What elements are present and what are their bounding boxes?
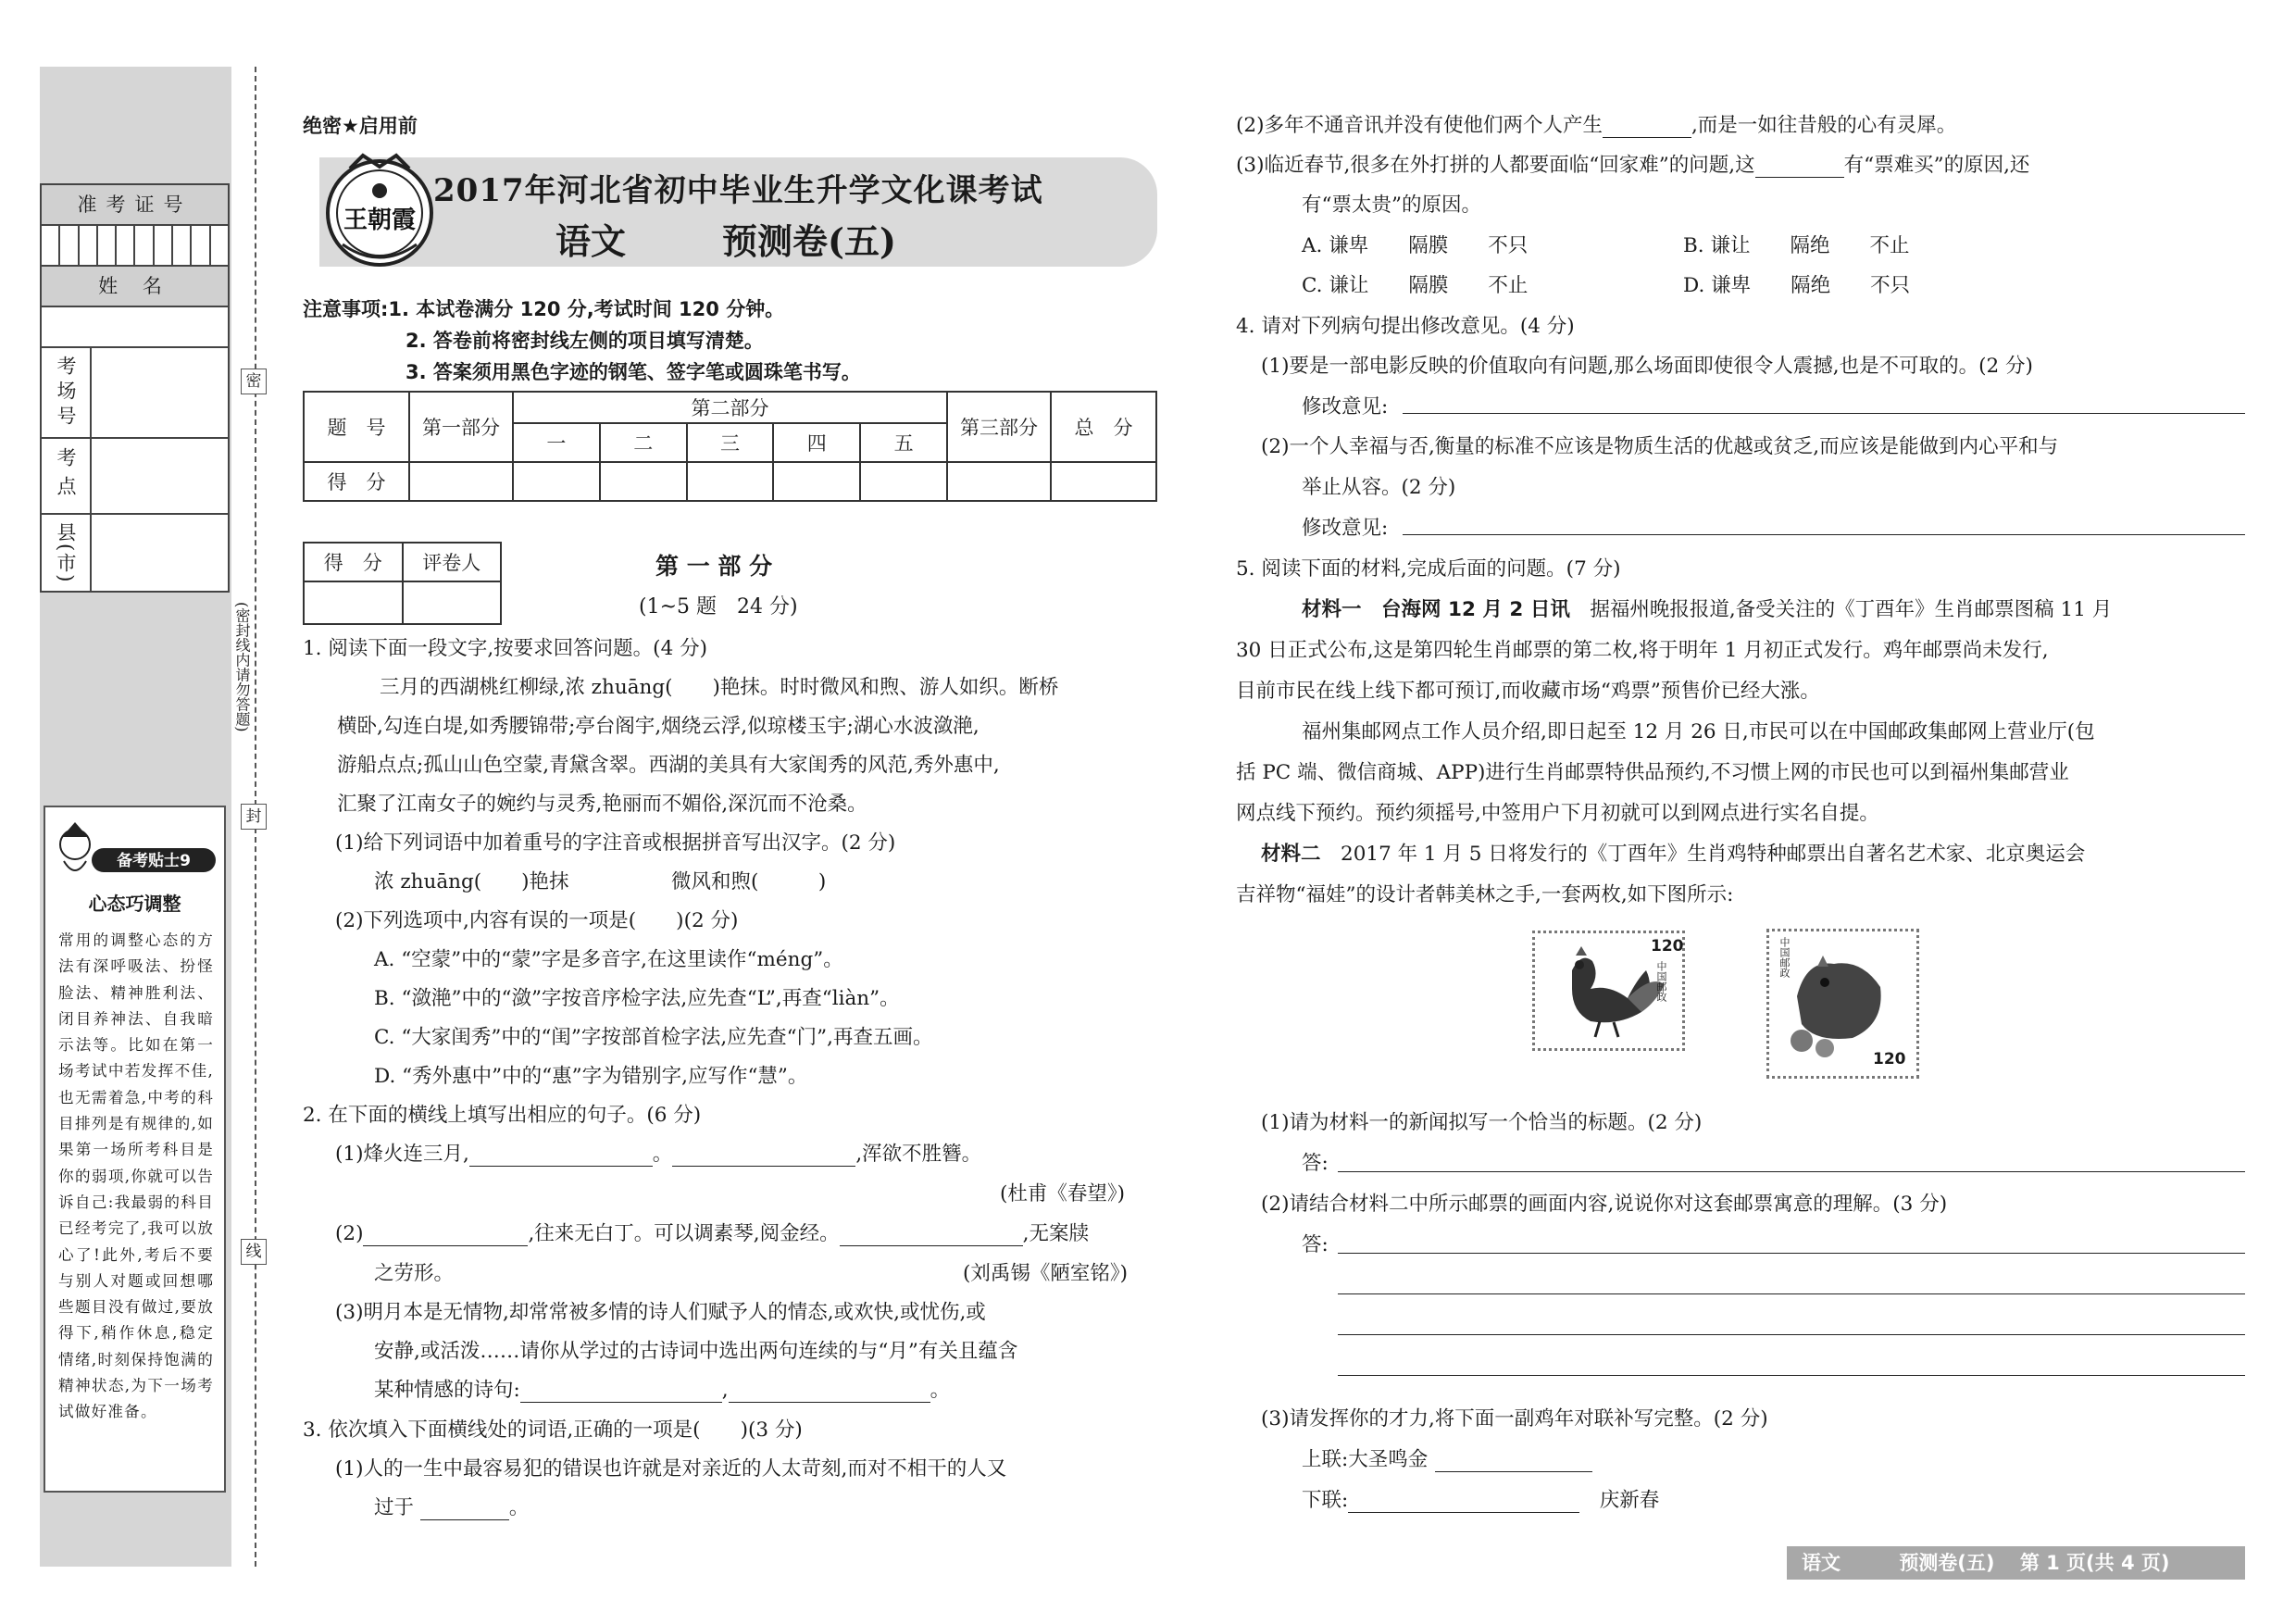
q5-2-answer-line[interactable] <box>1338 1334 2245 1335</box>
score-table-header: 总 分 <box>1051 392 1156 462</box>
tips-body: 常用的调整心态的方法有深呼吸法、扮怪脸法、精神胜利法、闭目养神法、自我暗示法等。比如在第一场考试中若发挥不佳,也无需着急,中考的科目排列是有规律的,如果第一场所考科目是你的弱项,你就可以告诉自己:我最弱的科目已经考完了,我可以放心了!此外,考后不要与别人对题或回想哪些题目没有做过,要放得下,稍作休息,稳定情绪,时刻保持饱满的精神状态,为下一场考试做好准备。 <box>58 931 214 1421</box>
svg-text:备考贴士9: 备考贴士9 <box>117 852 191 870</box>
paper-title: 预测卷(五) <box>722 220 896 262</box>
q3-option-a: A. 谦卑 隔膜 不只 <box>1302 234 1529 257</box>
top-secret-label: 绝密★启用前 <box>303 115 418 137</box>
material1-line: 30 日正式公布,这是第四轮生肖邮票的第二枚,将于明年 1 月初正式发行。鸡年邮票尚未发行, <box>1236 639 2049 662</box>
q5-1-answer-label: 答: <box>1302 1152 1329 1175</box>
rooster-stamp-1 <box>1532 931 1685 1051</box>
footer-subject: 语文 <box>1802 1552 1841 1574</box>
q2-2-line-2: 之劳形。 <box>374 1262 455 1285</box>
exam-site-field[interactable] <box>42 439 228 515</box>
q3-3-line-2: 有“票太贵”的原因。 <box>1302 194 1481 217</box>
q5-1-answer-line[interactable] <box>1338 1171 2245 1172</box>
q5-stem: 5. 阅读下面的材料,完成后面的问题。(7 分) <box>1236 557 1621 581</box>
q4-1-answer-line[interactable] <box>1403 413 2245 414</box>
q3-1-line: (1)人的一生中最容易犯的错误也许就是对亲近的人太苛刻,而对不相干的人又 <box>335 1457 1007 1481</box>
answer-blank[interactable] <box>840 1245 1023 1246</box>
q3-1-line-2: 过于 。 <box>374 1496 530 1519</box>
q2-1-source: (杜甫《春望》) <box>1000 1182 1126 1206</box>
q5-3-stem: (3)请发挥你的才力,将下面一副鸡年对联补写完整。(2 分) <box>1261 1407 1768 1431</box>
q2-2-line: (2) ,往来无白丁。可以调素琴,阅金经。 ,无案牍 <box>335 1222 1089 1245</box>
grader-name-label: 评卷人 <box>403 543 502 581</box>
q1-passage-line: 横卧,勾连白堤,如秀腰锦带;亭台阁宇,烟绕云浮,似琼楼玉宇;湖心水波潋滟, <box>337 715 980 738</box>
score-table-subheader: 三 <box>687 423 774 462</box>
part1-title: 第 一 部 分 <box>655 553 773 580</box>
candidate-info-box <box>40 183 230 593</box>
score-cell[interactable] <box>409 462 513 501</box>
score-cell[interactable] <box>860 462 947 501</box>
answer-blank[interactable] <box>1755 177 1844 178</box>
stamp-2-value: 120 <box>1873 1050 1906 1068</box>
q4-stem: 4. 请对下列病句提出修改意见。(4 分) <box>1236 315 1575 338</box>
notice-line-1: 注意事项:1. 本试卷满分 120 分,考试时间 120 分钟。 <box>303 298 785 320</box>
county-label: 县(市) <box>42 515 92 591</box>
stamp-1-country: 中国邮政 <box>1655 961 1667 1002</box>
q1-2-option-b: B. “潋滟”中的“潋”字按音序检字法,应先查“L”,再查“liàn”。 <box>374 987 900 1010</box>
subject-title: 语文 <box>555 220 627 262</box>
couplet-upper-blank[interactable] <box>1435 1471 1592 1472</box>
q3-option-d: D. 谦卑 隔绝 不只 <box>1683 274 1911 297</box>
score-table-subheader: 二 <box>600 423 687 462</box>
publisher-logo <box>322 148 437 278</box>
q1-passage-line: 汇聚了江南女子的婉约与灵秀,艳丽而不媚俗,深沉而不沧桑。 <box>337 793 867 816</box>
tips-title: 心态巧调整 <box>88 893 181 915</box>
q1-2-stem: (2)下列选项中,内容有误的一项是( )(2 分) <box>335 909 739 932</box>
answer-blank[interactable] <box>672 1166 855 1167</box>
q4-2-stem: (2)一个人幸福与否,衡量的标准不应该是物质生活的优越或贫乏,而应该是能做到内心平和与 <box>1261 435 2059 458</box>
score-cell[interactable] <box>773 462 860 501</box>
q4-1-stem: (1)要是一部电影反映的价值取向有问题,那么场面即使很令人震撼,也是不可取的。(2 分) <box>1261 355 2033 378</box>
q4-2-stem-2: 举止从容。(2 分) <box>1302 476 1456 499</box>
q1-passage-line: 三月的西湖桃红柳绿,浓 zhuāng( )艳抹。时时微风和煦、游人如织。断桥 <box>380 676 1059 699</box>
grader-box <box>303 542 502 625</box>
q1-stem: 1. 阅读下面一段文字,按要求回答问题。(4 分) <box>303 637 707 660</box>
answer-blank[interactable] <box>729 1402 930 1403</box>
q1-1-item-a: 浓 zhuāng( )艳抹 <box>374 870 569 893</box>
binding-note: (密封线内请勿答题) <box>233 602 251 732</box>
q1-passage-line: 游船点点;孤山山色空蒙,青黛含翠。西湖的美具有大家闺秀的风范,秀外惠中, <box>337 754 1000 777</box>
q3-option-b: B. 谦让 隔绝 不止 <box>1683 234 1910 257</box>
q5-1-stem: (1)请为材料一的新闻拟写一个恰当的标题。(2 分) <box>1261 1111 1703 1134</box>
exam-id-label: 准考证号 <box>42 185 228 226</box>
q1-2-option-d: D. “秀外惠中”中的“惠”字为错别字,应写作“慧”。 <box>374 1065 808 1088</box>
tips-banner-icon <box>51 813 220 880</box>
q5-2-answer-line[interactable] <box>1338 1293 2245 1294</box>
stamp-1-value: 120 <box>1651 937 1684 956</box>
page-footer <box>1787 1546 2245 1580</box>
q2-2-source: (刘禹锡《陋室铭》) <box>963 1262 1129 1285</box>
binding-mark-feng: 封 <box>241 804 267 830</box>
part1-subtitle: (1~5 题 24 分) <box>639 595 798 619</box>
score-table <box>303 391 1157 502</box>
exam-site-label: 考点 <box>42 439 92 513</box>
score-table-header: 第一部分 <box>409 392 513 462</box>
answer-blank[interactable] <box>469 1166 653 1167</box>
q3-3-line: (3)临近春节,很多在外打拼的人都要面临“回家难”的问题,这 有“票难买”的原因,还 <box>1236 154 2030 177</box>
score-table-header: 题 号 <box>304 392 409 462</box>
score-cell[interactable] <box>1051 462 1156 501</box>
score-table-subheader: 五 <box>860 423 947 462</box>
binding-mark-xian: 线 <box>241 1239 267 1265</box>
score-table-header: 第三部分 <box>947 392 1051 462</box>
q5-2-answer-label: 答: <box>1302 1233 1329 1256</box>
exam-room-label: 考场号 <box>42 348 92 437</box>
answer-blank[interactable] <box>363 1245 528 1246</box>
q2-3-line: 安静,或活泼……请你从学过的古诗词中选出两句连续的与“月”有关且蕴含 <box>374 1340 1018 1363</box>
notice-line-2: 2. 答卷前将密封线左侧的项目填写清楚。 <box>406 330 764 352</box>
score-cell[interactable] <box>600 462 687 501</box>
q4-2-revision-label: 修改意见: <box>1302 517 1389 540</box>
svg-text:王朝霞: 王朝霞 <box>343 206 417 234</box>
score-cell[interactable] <box>687 462 774 501</box>
q1-1-stem: (1)给下列词语中加着重号的字注音或根据拼音写出汉字。(2 分) <box>335 831 896 855</box>
q3-option-c: C. 谦让 隔膜 不止 <box>1302 274 1529 297</box>
grader-score-cell[interactable] <box>304 581 403 624</box>
q2-1-line: (1)烽火连三月, 。 ,浑欲不胜簪。 <box>335 1143 982 1166</box>
q2-3-line: (3)明月本是无情物,却常常被多情的诗人们赋予人的情态,或欢快,或忧伤,或 <box>335 1301 986 1324</box>
material1-line: 福州集邮网点工作人员介绍,即日起至 12 月 26 日,市民可以在中国邮政集邮网上营业厅(包 <box>1302 720 2095 744</box>
answer-blank[interactable] <box>420 1519 509 1520</box>
couplet-upper: 上联:大圣鸣金 <box>1302 1443 1592 1472</box>
rooster-stamp-2 <box>1766 929 1919 1079</box>
score-cell[interactable] <box>947 462 1051 501</box>
q5-2-stem: (2)请结合材料二中所示邮票的画面内容,说说你对这套邮票寓意的理解。(3 分) <box>1261 1193 1948 1216</box>
score-cell[interactable] <box>513 462 600 501</box>
score-table-subheader: 四 <box>773 423 860 462</box>
exam-tips-panel <box>44 806 226 1493</box>
stamp-2-country: 中国邮政 <box>1778 937 1791 978</box>
couplet-lower: 下联: 庆新春 <box>1302 1489 1660 1512</box>
material1-line: 网点线下预约。预约须摇号,中签用户下月初就可以到网点进行实名自提。 <box>1236 802 1879 825</box>
county-field[interactable] <box>42 515 228 591</box>
q2-3-line: 某种情感的诗句: , 。 <box>374 1379 951 1402</box>
answer-blank[interactable] <box>520 1402 722 1403</box>
q4-2-answer-line[interactable] <box>1403 534 2245 535</box>
binding-mark-mi: 密 <box>241 369 267 394</box>
material2-line: 材料二 2017 年 1 月 5 日将发行的《丁酉年》生肖鸡特种邮票出自著名艺术家、北京奥运会 <box>1261 843 2086 866</box>
q5-2-answer-line[interactable] <box>1338 1253 2245 1254</box>
material1-line: 括 PC 端、微信商城、APP)进行生肖邮票特供品预约,不习惯上网的市民也可以到福州集邮营业 <box>1236 761 2069 784</box>
material1-line: 材料一 台海网 12 月 2 日讯 据福州晚报报道,备受关注的《丁酉年》生肖邮票图稿 11 月 <box>1302 598 2113 621</box>
exam-id-grid[interactable] <box>42 226 228 267</box>
footer-page: 第 1 页(共 4 页) <box>2019 1552 2170 1574</box>
name-field[interactable] <box>42 307 228 348</box>
material1-line: 目前市民在线上线下都可预订,而收藏市场“鸡票”预售价已经大涨。 <box>1236 680 1820 703</box>
exam-room-field[interactable] <box>42 348 228 439</box>
score-row-label: 得 分 <box>304 462 409 501</box>
notice-line-3: 3. 答案须用黑色字迹的钢笔、签字笔或圆珠笔书写。 <box>406 361 861 383</box>
footer-paper: 预测卷(五) <box>1899 1552 1995 1574</box>
score-table-header: 第二部分 <box>513 392 947 423</box>
q1-1-item-b: 微风和煦( ) <box>671 870 827 893</box>
grader-score-label: 得 分 <box>304 543 403 581</box>
grader-name-cell[interactable] <box>403 581 502 624</box>
q4-1-revision-label: 修改意见: <box>1302 395 1389 419</box>
q3-2-line: (2)多年不通音讯并没有使他们两个人产生 ,而是一如往昔般的心有灵犀。 <box>1236 114 1957 137</box>
q1-2-option-c: C. “大家闺秀”中的“闺”字按部首检字法,应先查“门”,再查五画。 <box>374 1026 933 1049</box>
exam-title: 2017年河北省初中毕业生升学文化课考试 <box>433 172 1043 209</box>
name-label: 姓 名 <box>42 267 228 307</box>
material2-line: 吉祥物“福娃”的设计者韩美林之手,一套两枚,如下图所示: <box>1236 883 1734 906</box>
q2-stem: 2. 在下面的横线上填写出相应的句子。(6 分) <box>303 1104 702 1127</box>
q3-stem: 3. 依次填入下面横线处的词语,正确的一项是( )(3 分) <box>303 1418 803 1442</box>
q1-2-option-a: A. “空蒙”中的“蒙”字是多音字,在这里读作“méng”。 <box>374 948 843 971</box>
couplet-lower-blank[interactable] <box>1348 1512 1579 1513</box>
q5-2-answer-line[interactable] <box>1338 1375 2245 1376</box>
score-table-subheader: 一 <box>513 423 600 462</box>
answer-blank[interactable] <box>1603 137 1691 138</box>
